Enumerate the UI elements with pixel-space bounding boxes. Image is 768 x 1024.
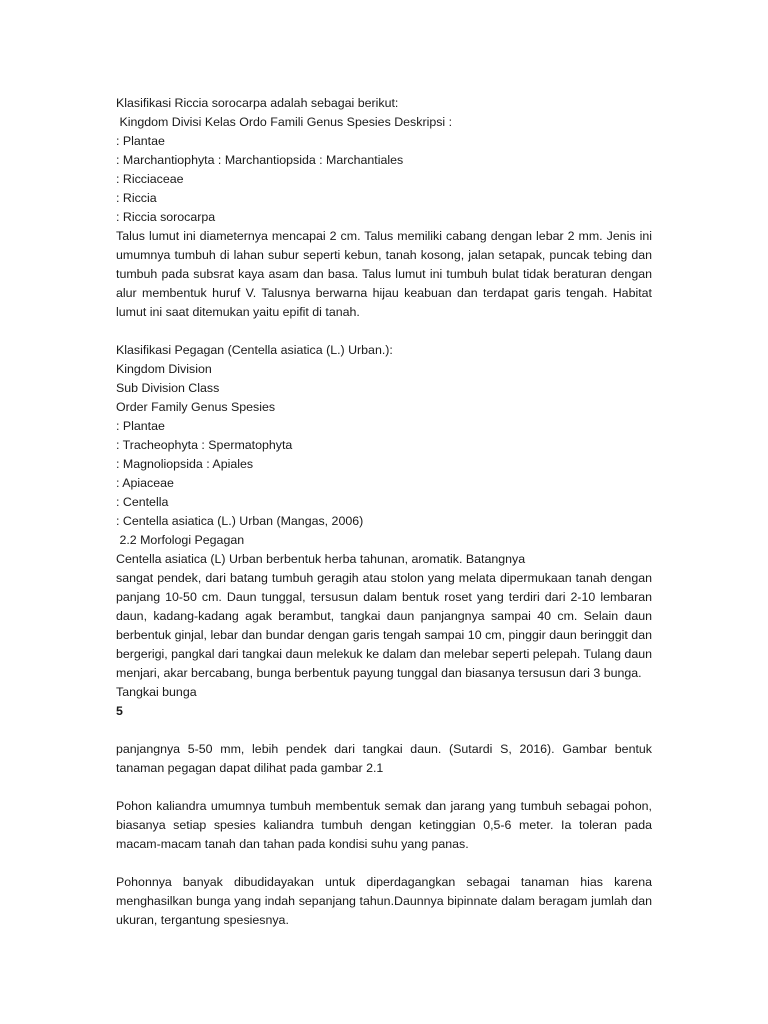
kaliandra-paragraph-2: Pohonnya banyak dibudidayakan untuk diperdagangkan sebagai tanaman hias karena menghasilkan bunga yang indah sepanjang tahun.Daunnya bipinnate dalam beragam jumlah dan ukuran, tergantung spesiesnya. xyxy=(116,875,652,927)
paragraph-spacer xyxy=(116,721,652,740)
pegagan-value: : Apiaceae xyxy=(116,476,174,490)
pegagan-rank: Sub Division Class xyxy=(116,381,220,395)
morfologi-first-line: Centella asiatica (L) Urban berbentuk herba tahunan, aromatik. Batangnya xyxy=(116,552,526,566)
riccia-value: : Riccia xyxy=(116,191,157,205)
morfologi-continuation: panjangnya 5-50 mm, lebih pendek dari tangkai daun. (Sutardi S, 2016). Gambar bentuk tanaman pegagan dapat dilihat pada gambar 2.1 xyxy=(116,742,652,775)
pegagan-value: : Plantae xyxy=(116,419,165,433)
morfologi-heading: 2.2 Morfologi Pegagan xyxy=(116,533,245,547)
pegagan-value: : Centella xyxy=(116,495,169,509)
riccia-ranks: Kingdom Divisi Kelas Ordo Famili Genus Spesies Deskripsi : xyxy=(116,115,453,129)
riccia-value: : Ricciaceae xyxy=(116,172,184,186)
paragraph-spacer xyxy=(116,322,652,341)
pegagan-rank: Kingdom Division xyxy=(116,362,212,376)
morfologi-body: sangat pendek, dari batang tumbuh geragih atau stolon yang melata dipermukaan tanah dengan panjang 10-50 cm. Daun tunggal, tersusun dalam bentuk roset yang terdiri dari 2-10 lembaran daun, kadang-kadang agak berambut, tangkai daun panjangnya sampai 40 cm. Selain daun berbentuk ginjal, lebar dan bundar dengan garis tengah sampai 10 cm, pinggir daun beringgit dan bergerigi, pangkal dari tangkai daun melekuk ke dalam dan melebar seperti pelepah. Tulang daun menjari, akar bercabang, bunga berbentuk payung tunggal dan biasanya tersusun dari 3 bunga. xyxy=(116,571,652,680)
document-page xyxy=(116,94,652,930)
pegagan-value: : Magnoliopsida : Apiales xyxy=(116,457,254,471)
paragraph-spacer xyxy=(116,778,652,797)
pegagan-value: : Centella asiatica (L.) Urban (Mangas, 2006) xyxy=(116,514,364,528)
pegagan-rank: Order Family Genus Spesies xyxy=(116,400,276,414)
page-number: 5 xyxy=(116,704,123,718)
riccia-heading: Klasifikasi Riccia sorocarpa adalah sebagai berikut: xyxy=(116,96,399,110)
riccia-value: : Riccia sorocarpa xyxy=(116,210,216,224)
pegagan-value: : Tracheophyta : Spermatophyta xyxy=(116,438,293,452)
riccia-description: Talus lumut ini diameternya mencapai 2 cm. Talus memiliki cabang dengan lebar 2 mm. Jenis ini umumnya tumbuh di lahan subur seperti kebun, tanah kosong, jalan setapak, puncak tebing dan tumbuh pada subsrat kaya asam dan basa. Talus lumut ini tumbuh bulat tidak beraturan dengan alur membentuk huruf V. Talusnya berwarna hijau keabuan dan terdapat garis tengah. Habitat lumut ini saat ditemukan yaitu epifit di tanah. xyxy=(116,229,652,319)
morfologi-last-line: Tangkai bunga xyxy=(116,685,197,699)
riccia-value: : Marchantiophyta : Marchantiopsida : Marchantiales xyxy=(116,153,404,167)
pegagan-heading: Klasifikasi Pegagan (Centella asiatica (L.) Urban.): xyxy=(116,343,393,357)
kaliandra-paragraph-1: Pohon kaliandra umumnya tumbuh membentuk semak dan jarang yang tumbuh sebagai pohon, biasanya setiap spesies kaliandra tumbuh dengan ketinggian 0,5-6 meter. Ia toleran pada macam-macam tanah dan tahan pada kondisi suhu yang panas. xyxy=(116,799,652,851)
riccia-value: : Plantae xyxy=(116,134,165,148)
paragraph-spacer xyxy=(116,854,652,873)
